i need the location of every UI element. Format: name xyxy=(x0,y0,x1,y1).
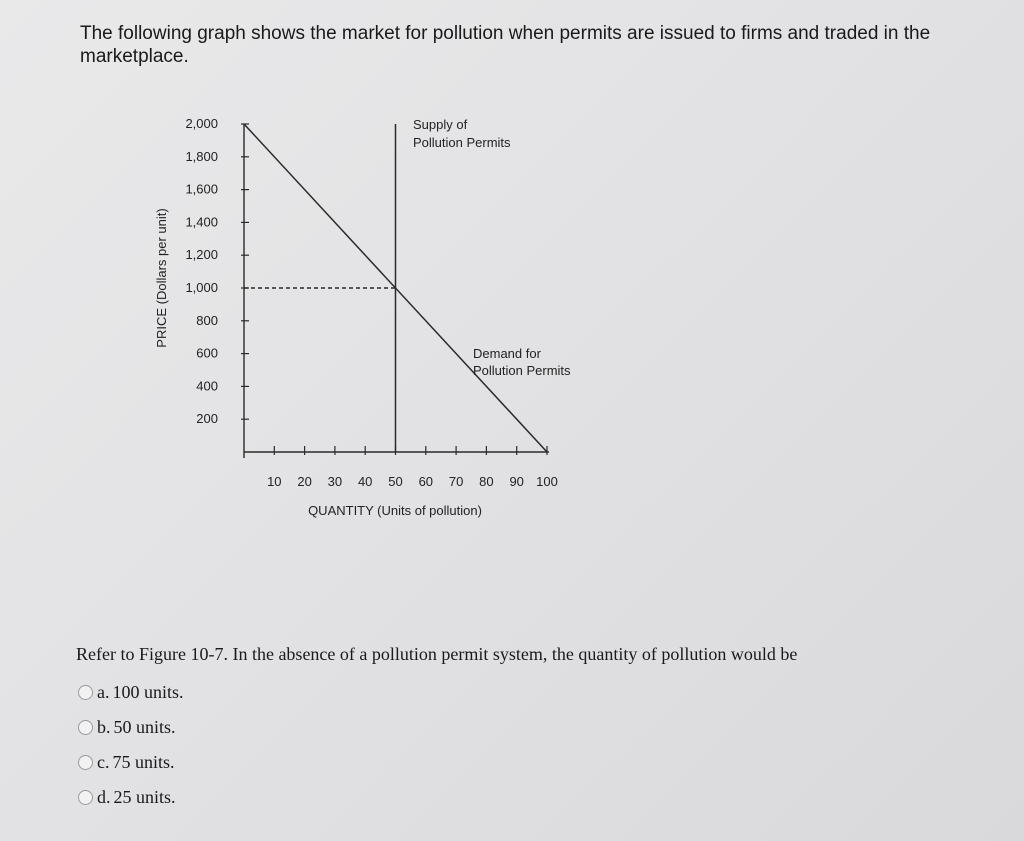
y-tick-label: 400 xyxy=(196,378,218,394)
option-a[interactable] xyxy=(78,681,184,703)
option-d-letter: d . xyxy=(97,787,111,808)
option-c[interactable] xyxy=(78,751,175,773)
y-tick-label: 2,000 xyxy=(185,116,218,131)
x-tick-label: 60 xyxy=(418,474,434,489)
demand-curve-label: Pollution Permits xyxy=(473,363,571,378)
option-b-letter: b . xyxy=(97,717,111,738)
x-tick-label: 50 xyxy=(388,474,403,489)
radio-d-icon[interactable] xyxy=(78,790,93,805)
option-c-letter: c . xyxy=(97,752,110,773)
radio-b-icon[interactable] xyxy=(78,720,93,735)
y-tick-label: 800 xyxy=(196,312,218,328)
y-tick-label: 1,200 xyxy=(185,247,218,263)
y-axis-label: PRICE (Dollars per unit) xyxy=(154,208,169,348)
supply-curve-label: Supply of xyxy=(413,117,468,132)
x-tick-label: 40 xyxy=(357,474,373,489)
question-text: Refer to Figure 10-7. In the absence of a pollution permit system, the quantity of pollution would be xyxy=(76,644,798,664)
intro-text: The following graph shows the market for pollution when permits are issued to firms and traded in the marketplace. xyxy=(80,23,931,67)
option-d-text: 25 units. xyxy=(113,786,176,807)
y-tick-label: 200 xyxy=(196,411,218,427)
y-tick-label: 1,800 xyxy=(185,148,218,164)
supply-curve-label: Pollution Permits xyxy=(413,135,511,150)
option-b[interactable] xyxy=(78,716,176,738)
y-tick-label: 1,600 xyxy=(185,181,218,197)
x-tick-label: 80 xyxy=(479,474,494,489)
series-labels xyxy=(413,117,571,378)
x-tick-label: 20 xyxy=(297,474,312,489)
x-tick-label: 70 xyxy=(448,474,464,489)
radio-c-icon[interactable] xyxy=(78,755,93,770)
x-axis-label: QUANTITY (Units of pollution) xyxy=(308,503,482,518)
y-tick-label: 1,000 xyxy=(185,280,218,295)
y-tick-label: 600 xyxy=(196,345,218,361)
option-c-text: 75 units. xyxy=(112,751,175,772)
y-tick-label: 1,400 xyxy=(185,214,218,230)
option-b-text: 50 units. xyxy=(113,716,176,737)
radio-a-icon[interactable] xyxy=(78,685,93,700)
demand-curve-label: Demand for xyxy=(473,346,541,361)
series-lines xyxy=(244,124,547,452)
option-d[interactable] xyxy=(78,786,176,808)
option-a-text: 100 units. xyxy=(112,681,184,702)
option-a-letter: a . xyxy=(97,682,110,703)
x-tick-label: 90 xyxy=(509,474,524,489)
y-ticks xyxy=(185,116,249,426)
x-tick-label: 30 xyxy=(327,474,343,489)
x-tick-label: 10 xyxy=(267,474,282,489)
x-tick-label: 100 xyxy=(536,474,558,489)
